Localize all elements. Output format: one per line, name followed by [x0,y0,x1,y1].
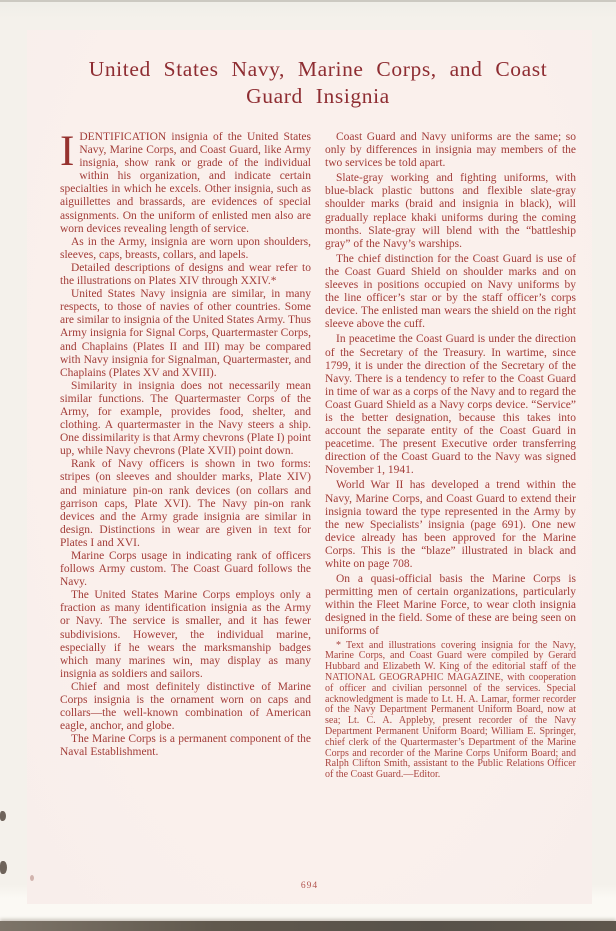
paragraph: Slate-gray working and fighting uniforms, with blue-black plastic buttons and flexible slate-gray shoulder marks (braid and insignia in black), will gradually replace khaki uniforms during the coming months. Slate-gray will blend with the “battleship gray” of the Navy’s warships. [325,172,576,250]
paragraph: United States Navy insignia are similar, in many respects, to those of navies of other countries. Some are similar to insignia of the United States Army. Thus Army insignia for Signal Corps, Quartermaster Corps, and Chaplains (Plates II and III) may be compared with Navy insignia for Signalman, Quartermaster, and Chaplains (Plates XV and XVIII). [60,288,311,379]
left-column [60,128,311,783]
page-title [60,56,576,110]
page-title-line1: United States Navy, Marine Corps, and Coast [88,57,548,81]
paragraph: Coast Guard and Navy uniforms are the same; so only by differences in insignia may members of the two services be told apart. [325,131,576,170]
paragraph: As in the Army, insignia are worn upon shoulders, sleeves, caps, breasts, collars, and lapels. [60,235,311,261]
editor-footnote: * Text and illustrations covering insignia for the Navy, Marine Corps, and Coast Guard were compiled by Gerard Hubbard and Elizabeth W. King of the editorial staff of the NATIONAL GEOGRAPHIC MAGAZINE, with cooperation of officer and civilian personnel of the services. Special acknowledgment is made to Lt. H. A. Lamar, former recorder of the Navy Department Permanent Uniform Board, now at sea; Lt. C. A. Appleby, present recorder of the Navy Department Permanent Uniform Board; William E. Springer, chief clerk of the Quartermaster’s Department of the Marine Corps and recorder of the Marine Corps Uniform Board; and Ralph Clifton Smith, assistant to the Public Relations Officer of the Coast Guard.—Editor. [325,639,576,781]
paragraph: Chief and most definitely distinctive of Marine Corps insignia is the ornament worn on caps and collars—the well-known combination of American eagle, anchor, and globe. [60,680,311,733]
article-body [60,128,576,783]
paragraph: Detailed descriptions of designs and wear refer to the illustrations on Plates XIV through XXIV.* [60,261,311,288]
paragraph: The United States Marine Corps employs only a fraction as many identification insignia as the Army or Navy. The service is smaller, and it has fewer subdivisions. However, the individual marine, especially if he wears the marksmanship badges which many marines win, may display as many insignia as soldiers and sailors. [60,589,311,680]
magazine-page [27,30,592,904]
right-column [325,131,576,783]
paragraph: In peacetime the Coast Guard is under the direction of the Secretary of the Treasury. In wartime, since 1799, it is under the direction of the Secretary of the Navy. There is a tendency to refer to the Coast Guard in time of war as a corps of the Navy and to regard the Coast Guard Shield as a Navy corps device. “Service” is the better designation, because this takes into account the separate entity of the Coast Guard in peacetime. The present Executive order transferring direction of the Coast Guard to the Navy was signed November 1, 1941. [325,333,576,477]
paragraph: The Marine Corps is a permanent component of the Naval Establishment. [60,733,311,759]
paragraph: Similarity in insignia does not necessarily mean similar functions. The Quartermaster Corps of the Army, for example, provides food, shelter, and clothing. A quartermaster in the Navy steers a ship. One dissimilarity is that Army chevrons (Plate I) point up, while Navy chevrons (Plate XVII) point down. [60,379,311,458]
paragraph: On a quasi-official basis the Marine Corps is permitting men of certain organizations, particularly within the Fleet Marine Force, to wear cloth insignia designed in the field. Some of these are being seen on uniforms of [325,573,576,638]
page-number: 694 [300,881,319,891]
drop-cap: I [60,128,75,175]
scan-bottom-edge [0,921,616,931]
page-title-line2: Guard Insignia [246,84,390,108]
ink-smudge [30,875,34,881]
scan-artifact [0,861,7,874]
scan-artifact [0,811,6,821]
paragraph: Marine Corps usage in indicating rank of officers follows Army custom. The Coast Guard follows the Navy. [60,550,311,589]
scan-top-edge [0,0,616,2]
paragraph: IDENTIFICATION insignia of the United States Navy, Marine Corps, and Coast Guard, like Army insignia, show rank or grade of the individual within his organization, and indicate certain specialties in which he excels. Other insignia, such as aiguillettes and brassards, are evidences of special assignments. On the uniform of enlisted men also are worn devices revealing length of service. [60,128,311,235]
paragraph: Rank of Navy officers is shown in two forms: stripes (on sleeves and shoulder marks, Plate XIV) and miniature pin-on rank devices (on collars and garrison caps, Plate XVI). The Navy pin-on rank devices and the Army grade insignia are similar in design. Distinctions in wear are given in text for Plates I and XVI. [60,458,311,549]
paragraph: The chief distinction for the Coast Guard is use of the Coast Guard Shield on shoulder marks and on sleeves in positions occupied on Navy uniforms by the line officer’s star or by the staff officer’s corps device. The enlisted man wears the shield on the right sleeve above the cuff. [325,252,576,331]
paragraph: World War II has developed a trend within the Navy, Marine Corps, and Coast Guard to extend their insignia toward the type represented in the Army by the new Specialists’ insignia (page 691). One new device already has been approved for the Marine Corps. This is the “blaze” illustrated in black and white on page 708. [325,479,576,570]
